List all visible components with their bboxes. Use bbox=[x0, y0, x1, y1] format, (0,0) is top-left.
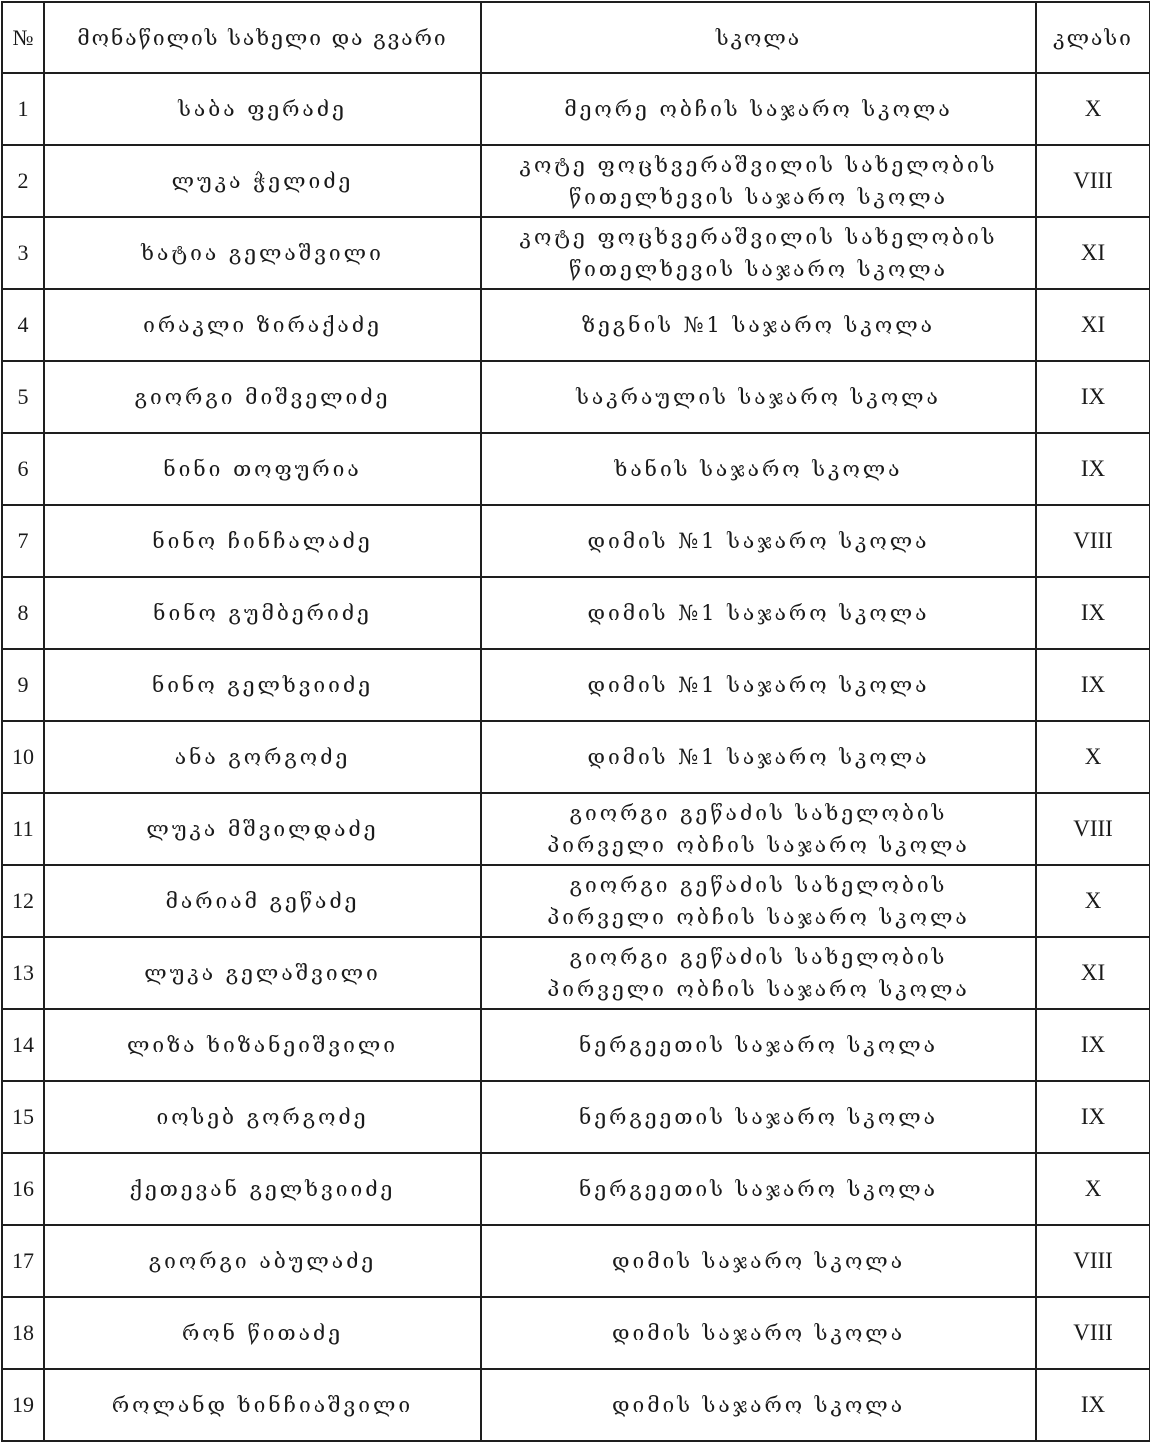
row-number: 14 bbox=[2, 1009, 44, 1081]
school-name bbox=[481, 793, 1036, 865]
student-name: მარიამ გეწაძე bbox=[44, 865, 481, 937]
school-name bbox=[481, 1225, 1036, 1297]
header-number: № bbox=[2, 2, 44, 73]
school-name bbox=[481, 217, 1036, 289]
student-name: ნინო გუმბერიძე bbox=[44, 577, 481, 649]
school-name bbox=[481, 937, 1036, 1009]
student-name: ირაკლი ზირაქაძე bbox=[44, 289, 481, 361]
school-name-line-1: დიმის საჯარო სკოლა bbox=[611, 1321, 906, 1345]
school-name-line-1: დიმის №1 საჯარო სკოლა bbox=[587, 601, 930, 625]
school-name-line-1: ნერგეეთის საჯარო სკოლა bbox=[579, 1177, 938, 1201]
student-name: ნინო ჩინჩალაძე bbox=[44, 505, 481, 577]
grade: XI bbox=[1036, 289, 1150, 361]
student-name: საბა ფერაძე bbox=[44, 73, 481, 145]
student-name: ლუკა გელაშვილი bbox=[44, 937, 481, 1009]
grade: X bbox=[1036, 73, 1150, 145]
participants-table bbox=[1, 1, 1150, 1442]
header-school: სკოლა bbox=[481, 2, 1036, 73]
grade: XI bbox=[1036, 937, 1150, 1009]
school-name-line-1: კოტე ფოცხვერაშვილის სახელობის bbox=[519, 153, 998, 177]
grade: VIII bbox=[1036, 145, 1150, 217]
school-name bbox=[481, 649, 1036, 721]
student-name: ქეთევან გელხვიიძე bbox=[44, 1153, 481, 1225]
grade: IX bbox=[1036, 577, 1150, 649]
grade: X bbox=[1036, 865, 1150, 937]
row-number: 17 bbox=[2, 1225, 44, 1297]
school-name-line-1: კოტე ფოცხვერაშვილის სახელობის bbox=[519, 225, 998, 249]
school-name-line-1: ხანის საჯარო სკოლა bbox=[614, 457, 903, 481]
school-name bbox=[481, 1009, 1036, 1081]
school-name bbox=[481, 1297, 1036, 1369]
school-name bbox=[481, 865, 1036, 937]
student-name: ხატია გელაშვილი bbox=[44, 217, 481, 289]
student-name: ნინო გელხვიიძე bbox=[44, 649, 481, 721]
student-name: ლუკა ჭელიძე bbox=[44, 145, 481, 217]
student-name: როლანდ ხინჩიაშვილი bbox=[44, 1369, 481, 1441]
table-row bbox=[2, 1297, 1150, 1369]
table-row bbox=[2, 1153, 1150, 1225]
school-name bbox=[481, 73, 1036, 145]
row-number: 15 bbox=[2, 1081, 44, 1153]
student-name: ლიზა ხიზანეიშვილი bbox=[44, 1009, 481, 1081]
row-number: 9 bbox=[2, 649, 44, 721]
header-row bbox=[2, 2, 1150, 73]
row-number: 1 bbox=[2, 73, 44, 145]
row-number: 8 bbox=[2, 577, 44, 649]
school-name-line-1: ნერგეეთის საჯარო სკოლა bbox=[579, 1105, 938, 1129]
student-name: იოსებ გორგოძე bbox=[44, 1081, 481, 1153]
school-name-line-1: ზეგნის №1 საჯარო სკოლა bbox=[582, 313, 935, 337]
row-number: 16 bbox=[2, 1153, 44, 1225]
table-row bbox=[2, 289, 1150, 361]
school-name bbox=[481, 1369, 1036, 1441]
student-name: გიორგი აბულაძე bbox=[44, 1225, 481, 1297]
school-name-line-1: დიმის საჯარო სკოლა bbox=[611, 1393, 906, 1417]
grade: IX bbox=[1036, 433, 1150, 505]
student-name: ლუკა მშვილდაძე bbox=[44, 793, 481, 865]
table-row bbox=[2, 145, 1150, 217]
table-row bbox=[2, 505, 1150, 577]
row-number: 10 bbox=[2, 721, 44, 793]
school-name bbox=[481, 1081, 1036, 1153]
grade: IX bbox=[1036, 1081, 1150, 1153]
student-name: ანა გორგოძე bbox=[44, 721, 481, 793]
school-name-line-2: პირველი ობჩის საჯარო სკოლა bbox=[547, 833, 970, 857]
table-row bbox=[2, 433, 1150, 505]
row-number: 4 bbox=[2, 289, 44, 361]
grade: IX bbox=[1036, 1369, 1150, 1441]
school-name bbox=[481, 577, 1036, 649]
school-name bbox=[481, 505, 1036, 577]
table-row bbox=[2, 217, 1150, 289]
table-row bbox=[2, 73, 1150, 145]
school-name-line-2: წითელხევის საჯარო სკოლა bbox=[568, 185, 949, 209]
school-name-line-2: პირველი ობჩის საჯარო სკოლა bbox=[547, 977, 970, 1001]
header-grade: კლასი bbox=[1036, 2, 1150, 73]
row-number: 7 bbox=[2, 505, 44, 577]
row-number: 3 bbox=[2, 217, 44, 289]
table-row bbox=[2, 1369, 1150, 1441]
school-name-line-1: საკრაულის საჯარო სკოლა bbox=[576, 385, 941, 409]
grade: XI bbox=[1036, 217, 1150, 289]
school-name-line-2: წითელხევის საჯარო სკოლა bbox=[568, 257, 949, 281]
school-name-line-1: დიმის №1 საჯარო სკოლა bbox=[587, 745, 930, 769]
grade: VIII bbox=[1036, 505, 1150, 577]
table-row bbox=[2, 1081, 1150, 1153]
table-row bbox=[2, 649, 1150, 721]
student-name: ნინი თოფურია bbox=[44, 433, 481, 505]
school-name bbox=[481, 361, 1036, 433]
school-name-line-1: ნერგეეთის საჯარო სკოლა bbox=[579, 1033, 938, 1057]
table-row bbox=[2, 577, 1150, 649]
row-number: 11 bbox=[2, 793, 44, 865]
student-name: გიორგი მიშველიძე bbox=[44, 361, 481, 433]
school-name-line-1: დიმის №1 საჯარო სკოლა bbox=[587, 529, 930, 553]
school-name-line-1: გიორგი გეწაძის სახელობის bbox=[569, 801, 948, 825]
school-name-line-1: გიორგი გეწაძის სახელობის bbox=[569, 873, 948, 897]
school-name bbox=[481, 145, 1036, 217]
student-name: რონ წითაძე bbox=[44, 1297, 481, 1369]
table-row bbox=[2, 721, 1150, 793]
table-row bbox=[2, 937, 1150, 1009]
table-row bbox=[2, 361, 1150, 433]
grade: X bbox=[1036, 721, 1150, 793]
grade: X bbox=[1036, 1153, 1150, 1225]
grade: VIII bbox=[1036, 793, 1150, 865]
school-name-line-1: გიორგი გეწაძის სახელობის bbox=[569, 945, 948, 969]
grade: IX bbox=[1036, 1009, 1150, 1081]
school-name-line-1: დიმის №1 საჯარო სკოლა bbox=[587, 673, 930, 697]
row-number: 5 bbox=[2, 361, 44, 433]
grade: VIII bbox=[1036, 1297, 1150, 1369]
grade: IX bbox=[1036, 649, 1150, 721]
grade: VIII bbox=[1036, 1225, 1150, 1297]
row-number: 2 bbox=[2, 145, 44, 217]
school-name bbox=[481, 1153, 1036, 1225]
school-name-line-1: მეორე ობჩის საჯარო სკოლა bbox=[564, 97, 953, 121]
grade: IX bbox=[1036, 361, 1150, 433]
row-number: 13 bbox=[2, 937, 44, 1009]
school-name-line-1: დიმის საჯარო სკოლა bbox=[611, 1249, 906, 1273]
table-row bbox=[2, 793, 1150, 865]
table-row bbox=[2, 1225, 1150, 1297]
table-row bbox=[2, 1009, 1150, 1081]
school-name-line-2: პირველი ობჩის საჯარო სკოლა bbox=[547, 905, 970, 929]
school-name bbox=[481, 721, 1036, 793]
row-number: 18 bbox=[2, 1297, 44, 1369]
school-name bbox=[481, 289, 1036, 361]
table-row bbox=[2, 865, 1150, 937]
row-number: 19 bbox=[2, 1369, 44, 1441]
table-body bbox=[2, 73, 1150, 1441]
row-number: 12 bbox=[2, 865, 44, 937]
school-name bbox=[481, 433, 1036, 505]
header-student: მონაწილის სახელი და გვარი bbox=[44, 2, 481, 73]
row-number: 6 bbox=[2, 433, 44, 505]
